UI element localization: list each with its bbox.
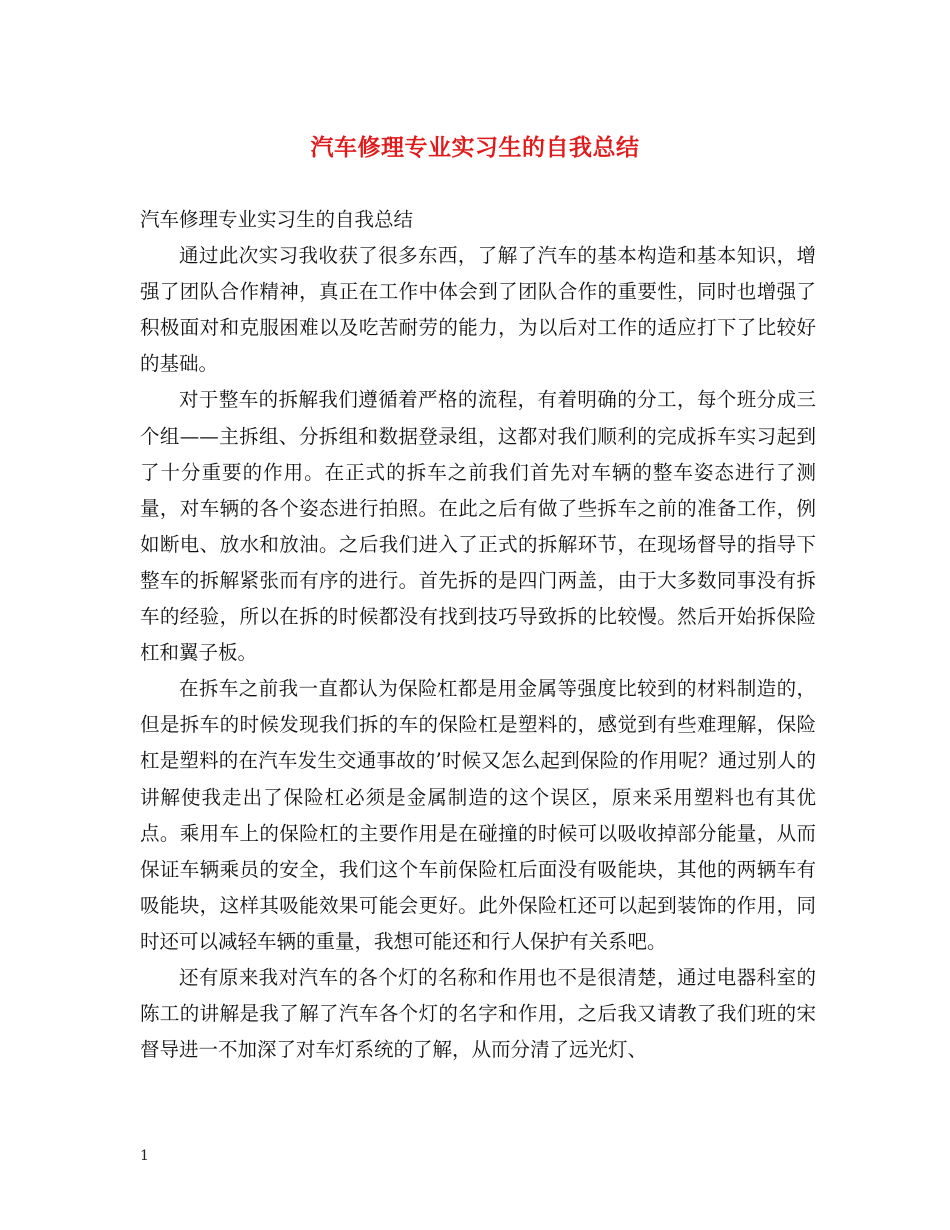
paragraph-2: 对于整车的拆解我们遵循着严格的流程，有着明确的分工，每个班分成三个组——主拆组、分拆组和数据登录组，这都对我们顺利的完成拆车实习起到了十分重要的作用。在正式的拆车之前我们首先对车辆的整车姿态进行了测量，对车辆的各个姿态进行拍照。在此之后有做了些拆车之前的准备工作，例如断电、放水和放油。之后我们进入了正式的拆解环节，在现场督导的指导下整车的拆解紧张而有序的进行。首先拆的是四门两盖，由于大多数同事没有拆车的经验，所以在拆的时候都没有找到技巧导致拆的比较慢。然后开始拆保险杠和翼子板。 [140, 388, 816, 665]
paragraph-3: 在拆车之前我一直都认为保险杠都是用金属等强度比较到的材料制造的，但是拆车的时候发现我们拆的车的保险杠是塑料的，感觉到有些难理解，保险杠是塑料的在汽车发生交通事故的’时候又怎么起到保险的作用呢？通过别人的讲解使我走出了保险杠必须是金属制造的这个误区，原来采用塑料也有其优点。乘用车上的保险杠的主要作用是在碰撞的时候可以吸收掉部分能量，从而保证车辆乘员的安全，我们这个车前保险杠后面没有吸能块，其他的两辆车有吸能块，这样其吸能效果可能会更好。此外保险杠还可以起到装饰的作用，同时还可以减轻车辆的重量，我想可能还和行人保护有关系吧。 [140, 677, 816, 953]
document-subtitle: 汽车修理专业实习生的自我总结 [140, 208, 414, 231]
page-number: 1 [140, 1148, 149, 1164]
document-body [140, 202, 816, 1068]
paragraph-1: 通过此次实习我收获了很多东西，了解了汽车的基本构造和基本知识，增强了团队合作精神，真正在工作中体会到了团队合作的重要性，同时也增强了积极面对和克服困难以及吃苦耐劳的能力，为以后对工作的适应打下了比较好的基础。 [140, 244, 816, 376]
document-title: 汽车修理专业实习生的自我总结 [310, 134, 640, 161]
paragraph-4: 还有原来我对汽车的各个灯的名称和作用也不是很清楚，通过电器科室的陈工的讲解是我了解了汽车各个灯的名字和作用，之后我又请教了我们班的宋督导进一不加深了对车灯系统的了解，从而分清了远光灯、 [140, 965, 816, 1062]
